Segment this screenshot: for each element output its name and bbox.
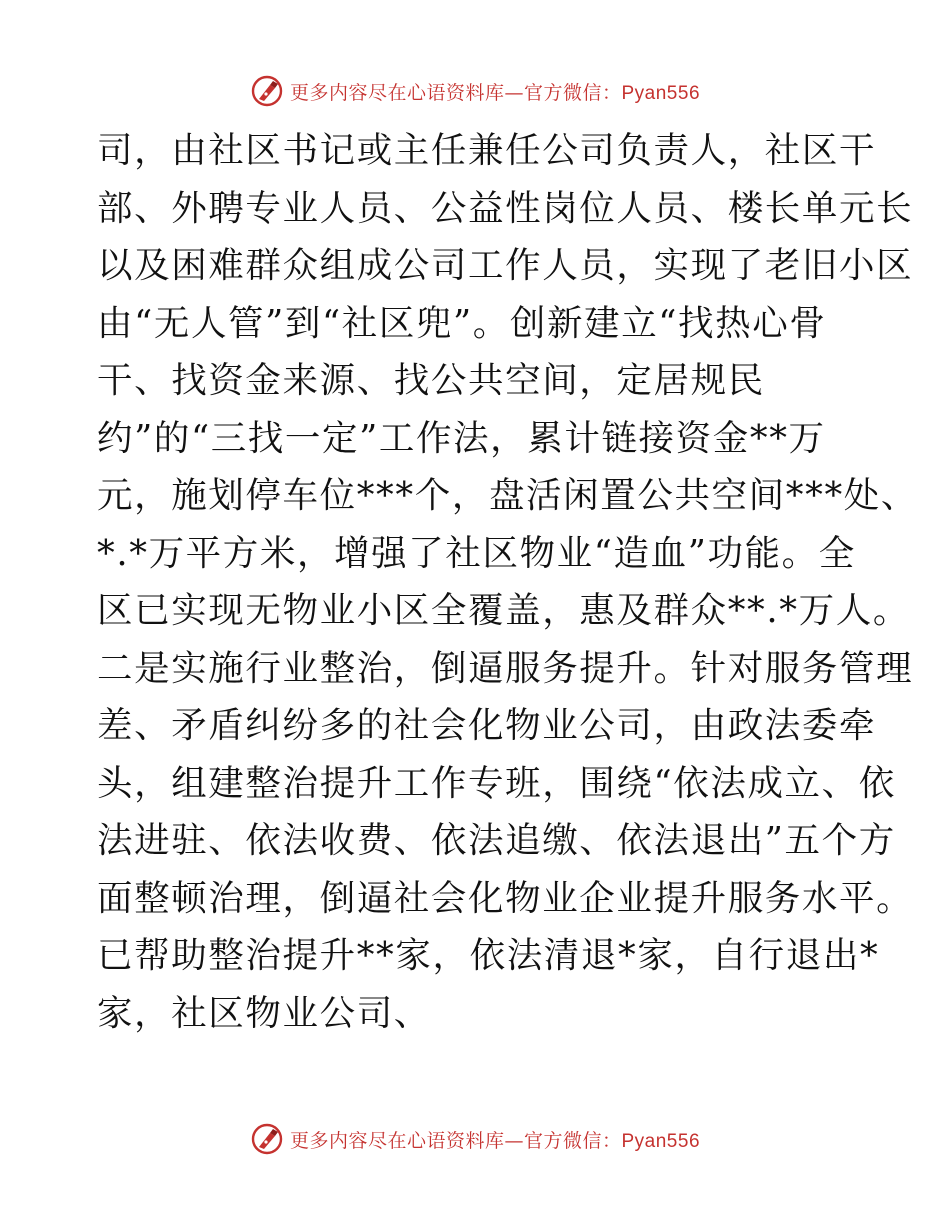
watermark-text xyxy=(290,1126,700,1153)
header-watermark xyxy=(0,71,950,111)
body-line: 已帮助整治提升**家，依法清退*家，自行退出* xyxy=(97,935,880,976)
pen-nib-logo-icon xyxy=(250,74,284,108)
body-line: 由“无人管”到“社区兜”。创新建立“找热心骨 xyxy=(97,302,827,344)
watermark-separator: — xyxy=(504,81,524,104)
watermark-main: 更多内容尽在心语资料库 xyxy=(289,81,505,104)
watermark-suffix-cn: 官方微信： xyxy=(523,81,622,104)
document-body xyxy=(97,122,919,1042)
body-line: 区已实现无物业小区全覆盖，惠及群众**.*万人。 xyxy=(97,590,910,631)
body-line: 以及困难群众组成公司工作人员，实现了老旧小区 xyxy=(97,245,914,286)
watermark-wechat-id: Pyan556 xyxy=(621,82,701,104)
footer-watermark xyxy=(0,1119,950,1159)
body-line: 二是实施行业整治，倒逼服务提升。针对服务管理 xyxy=(97,647,914,689)
body-line: 法进驻、依法收费、依法追缴、依法退出”五个方 xyxy=(97,820,896,861)
watermark-suffix-cn: 官方微信： xyxy=(523,1129,622,1152)
body-line: 干、找资金来源、找公共空间，定居规民 xyxy=(97,360,765,401)
body-line: 差、矛盾纠纷多的社会化物业公司，由政法委牵 xyxy=(97,705,877,746)
body-line: 头，组建整治提升工作专班，围绕“依法成立、依 xyxy=(97,762,896,804)
watermark-text xyxy=(290,78,700,105)
body-line: *.*万平方米，增强了社区物业“造血”功能。全 xyxy=(97,532,856,574)
body-line: 司，由社区书记或主任兼任公司负责人，社区干 xyxy=(97,130,877,171)
body-line: 面整顿治理，倒逼社会化物业企业提升服务水平。 xyxy=(97,877,914,919)
body-line: 元，施划停车位***个，盘活闲置公共空间***处、 xyxy=(97,475,919,516)
body-line: 家，社区物业公司、 xyxy=(97,992,431,1034)
watermark-separator: — xyxy=(504,1129,524,1152)
watermark-main: 更多内容尽在心语资料库 xyxy=(289,1129,505,1152)
watermark-wechat-id: Pyan556 xyxy=(621,1130,701,1152)
body-line: 部、外聘专业人员、公益性岗位人员、楼长单元长 xyxy=(97,187,914,229)
pen-nib-logo-icon xyxy=(250,1122,284,1156)
body-line: 约”的“三找一定”工作法，累计链接资金**万 xyxy=(97,417,826,459)
